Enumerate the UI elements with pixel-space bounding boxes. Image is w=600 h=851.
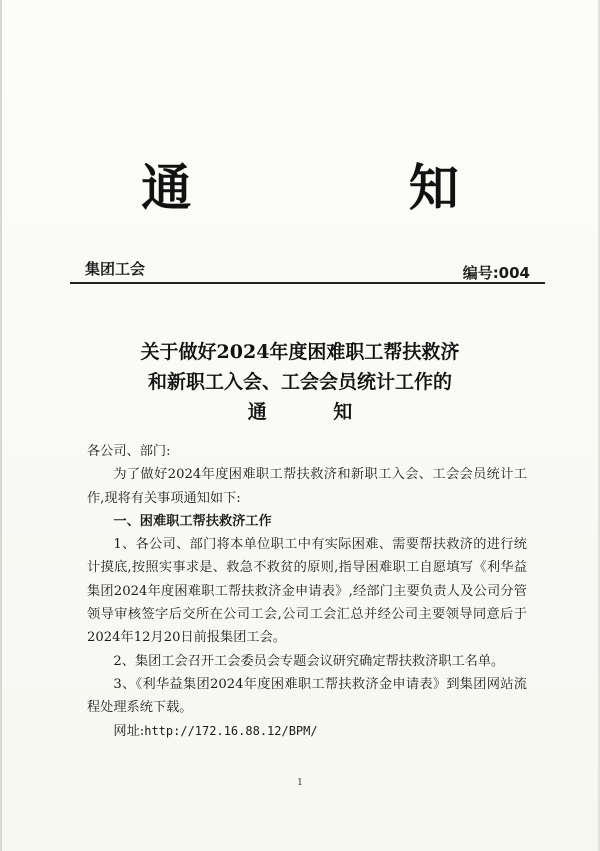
header-divider (70, 282, 545, 284)
document-number: 编号:004 (462, 264, 530, 282)
issuer-name: 集团工会 (85, 260, 146, 278)
item-3-paragraph: 3、《利华益集团2024年度困难职工帮扶救济金申请表》到集团网站流程处理系统下载。 (87, 676, 527, 716)
title-line-3: 通 知 (247, 401, 383, 423)
notice-heading: 通 知 (141, 158, 559, 217)
section-1-heading: 一、困难职工帮扶救济工作 (113, 513, 272, 529)
document-body (87, 440, 527, 743)
bpm-url: http://172.16.88.12/BPM/ (144, 723, 318, 738)
intro-paragraph: 为了做好2024年度困难职工帮扶救济和新职工入会、工会会员统计工作,现将有关事项通知如下: (87, 467, 527, 506)
url-label: 网址: (113, 723, 145, 739)
title-line-1: 关于做好2024年度困难职工帮扶救济 (140, 341, 460, 363)
url-line (87, 720, 527, 743)
page-number: 1 (297, 778, 303, 788)
document-header (85, 258, 530, 282)
document-title (0, 337, 600, 427)
salutation: 各公司、部门: (87, 444, 171, 459)
item-2-paragraph: 2、集团工会召开工会委员会专题会议研究确定帮扶救济职工名单。 (113, 653, 505, 669)
item-1-paragraph: 1、各公司、部门将本单位职工中有实际困难、需要帮扶救济的进行统计摸底,按照实事求是、救急不救贫的原则,指导困难职工自愿填写《利华益集团2024年度困难职工帮扶救济金申请表》,经部门主要负责人及公司分管领导审核签字后交所在公司工会,公司工会汇总并经公司主要领导同意后于2024年12月20日前报集团工会。 (87, 537, 527, 646)
title-line-2: 和新职工入会、工会会员统计工作的 (147, 371, 452, 393)
